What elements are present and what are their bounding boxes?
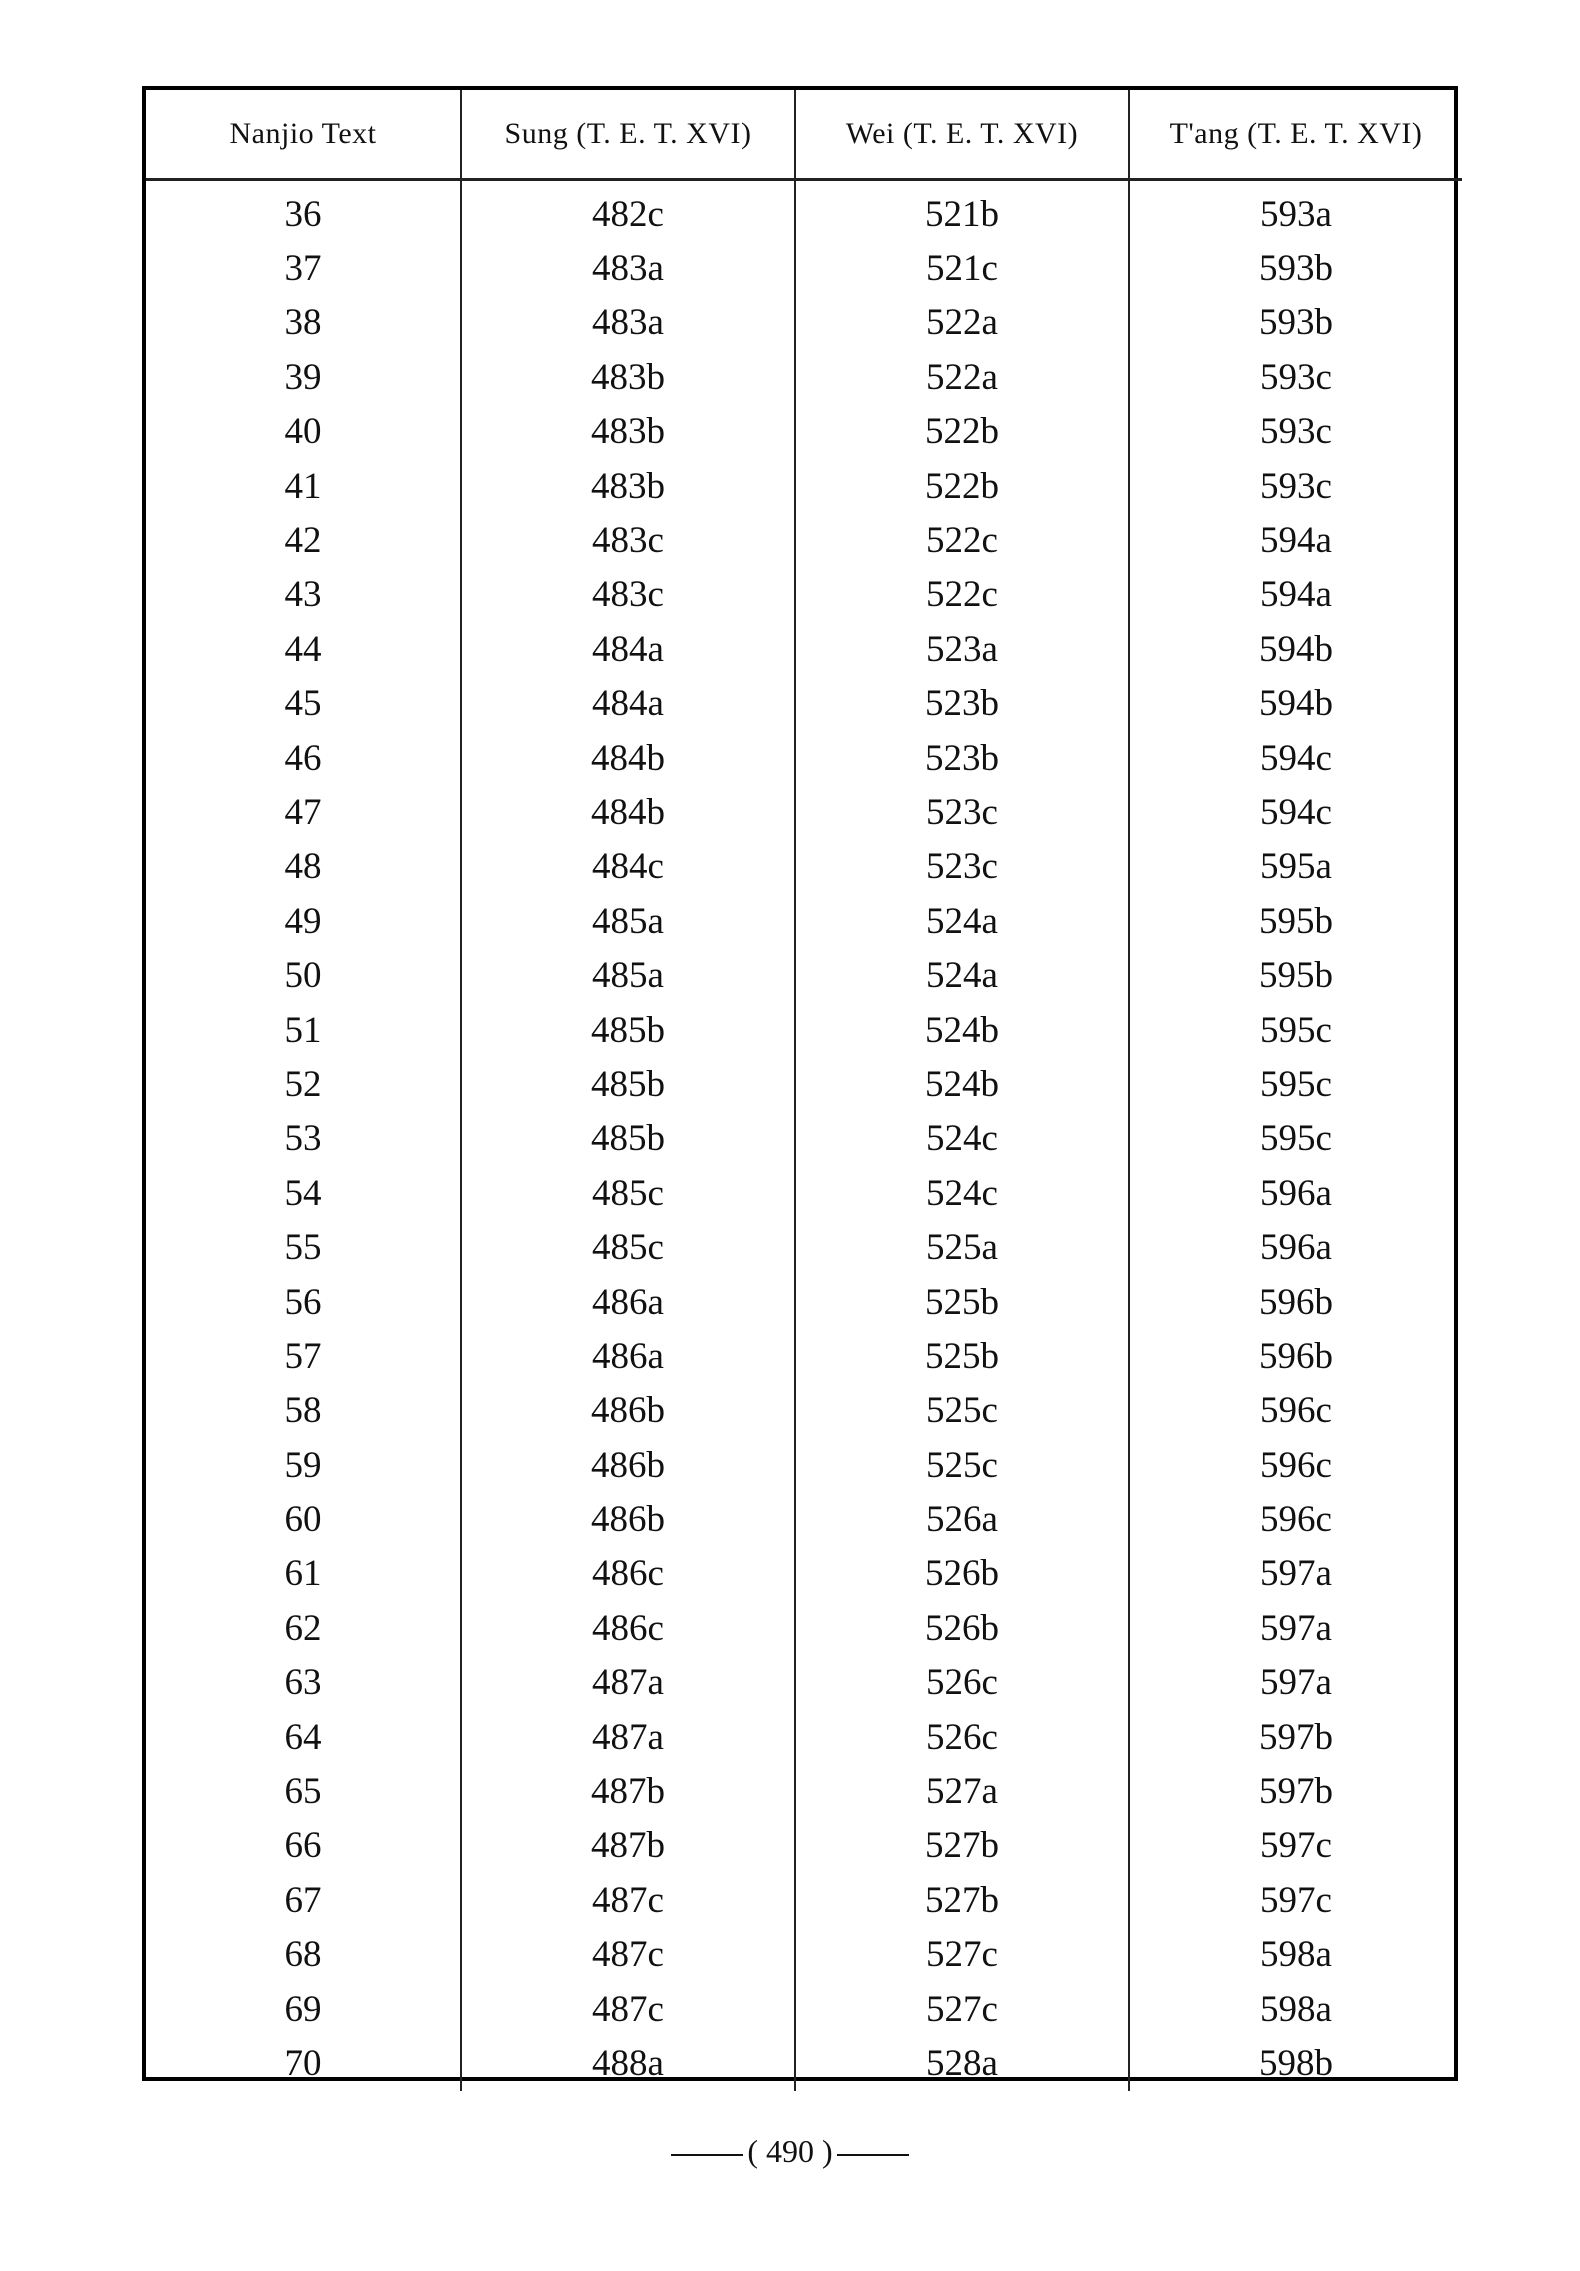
table-row <box>146 1492 1462 1546</box>
cell-wei: 523b <box>795 731 1129 785</box>
table-row <box>146 1438 1462 1492</box>
cell-tang: 594b <box>1129 677 1462 731</box>
cell-sung: 483b <box>461 405 795 459</box>
table-row <box>146 840 1462 894</box>
table-row <box>146 459 1462 513</box>
cell-wei: 526b <box>795 1601 1129 1655</box>
cell-sung: 485a <box>461 894 795 948</box>
cell-sung: 487c <box>461 1928 795 1982</box>
cell-nanjio: 53 <box>284 1118 322 1160</box>
cell-wei: 525c <box>795 1384 1129 1438</box>
cell-nanjio: 44 <box>284 628 322 670</box>
cell-wei: 527b <box>795 1819 1129 1873</box>
cell-nanjio: 39 <box>284 356 322 398</box>
cell-tang: 594b <box>1129 622 1462 676</box>
table-row <box>146 296 1462 350</box>
cell-sung: 487b <box>461 1764 795 1818</box>
table-row <box>146 1003 1462 1057</box>
cell-tang: 593c <box>1129 405 1462 459</box>
cell-wei: 524b <box>795 1057 1129 1111</box>
table-row <box>146 1819 1462 1873</box>
table-row <box>146 1764 1462 1818</box>
cell-wei: 526a <box>795 1492 1129 1546</box>
cell-nanjio: 65 <box>284 1771 322 1813</box>
cell-nanjio: 50 <box>284 955 322 997</box>
table-row <box>146 1928 1462 1982</box>
cell-sung: 486b <box>461 1438 795 1492</box>
table-row <box>146 1982 1462 2036</box>
cell-sung: 485b <box>461 1112 795 1166</box>
cell-wei: 527c <box>795 1982 1129 2036</box>
cell-wei: 521b <box>795 180 1129 242</box>
cell-tang: 594a <box>1129 568 1462 622</box>
cell-nanjio: 49 <box>284 900 322 942</box>
cell-tang: 596c <box>1129 1438 1462 1492</box>
column-header-nanjio: Nanjio Text <box>146 90 461 180</box>
cell-wei: 526c <box>795 1710 1129 1764</box>
cell-wei: 526b <box>795 1547 1129 1601</box>
cell-tang: 595c <box>1129 1003 1462 1057</box>
cell-sung: 487a <box>461 1656 795 1710</box>
cell-sung: 487c <box>461 1873 795 1927</box>
cell-tang: 595c <box>1129 1057 1462 1111</box>
table-row <box>146 1547 1462 1601</box>
cell-wei: 527a <box>795 1764 1129 1818</box>
cell-tang: 593a <box>1129 180 1462 242</box>
cell-nanjio: 47 <box>284 791 322 833</box>
cell-tang: 596b <box>1129 1329 1462 1383</box>
cell-wei: 523c <box>795 785 1129 839</box>
cell-sung: 484b <box>461 785 795 839</box>
cell-wei: 523b <box>795 677 1129 731</box>
page-number: ( 490 ) <box>747 2133 833 2169</box>
cell-tang: 593c <box>1129 459 1462 513</box>
table-row <box>146 785 1462 839</box>
cell-tang: 595c <box>1129 1112 1462 1166</box>
column-header-wei: Wei (T. E. T. XVI) <box>795 90 1129 180</box>
page-number-footer <box>0 2133 1580 2170</box>
cell-sung: 487a <box>461 1710 795 1764</box>
cell-tang: 594a <box>1129 513 1462 567</box>
cell-nanjio: 46 <box>284 737 322 779</box>
cell-wei: 524a <box>795 948 1129 1002</box>
cell-wei: 522b <box>795 459 1129 513</box>
table-row <box>146 241 1462 295</box>
cell-sung: 484b <box>461 731 795 785</box>
cell-nanjio: 48 <box>284 846 322 888</box>
footer-rule-right <box>837 2154 909 2156</box>
table-row <box>146 731 1462 785</box>
cell-tang: 596c <box>1129 1492 1462 1546</box>
table-row <box>146 1656 1462 1710</box>
cell-tang: 597a <box>1129 1601 1462 1655</box>
cell-wei: 525b <box>795 1275 1129 1329</box>
cell-tang: 596c <box>1129 1384 1462 1438</box>
concordance-table <box>146 90 1462 2091</box>
cell-wei: 527b <box>795 1873 1129 1927</box>
cell-sung: 488a <box>461 2036 795 2090</box>
table-row <box>146 1384 1462 1438</box>
table-row <box>146 180 1462 242</box>
cell-sung: 483c <box>461 568 795 622</box>
cell-tang: 596a <box>1129 1166 1462 1220</box>
cell-wei: 522a <box>795 296 1129 350</box>
table-row <box>146 948 1462 1002</box>
cell-nanjio: 59 <box>284 1444 322 1486</box>
concordance-table-frame <box>142 86 1458 2084</box>
cell-nanjio: 56 <box>284 1281 322 1323</box>
cell-wei: 525c <box>795 1438 1129 1492</box>
cell-nanjio: 45 <box>284 683 322 725</box>
cell-nanjio: 51 <box>284 1009 322 1051</box>
cell-wei: 522c <box>795 568 1129 622</box>
cell-tang: 597b <box>1129 1764 1462 1818</box>
cell-sung: 485c <box>461 1220 795 1274</box>
cell-wei: 525a <box>795 1220 1129 1274</box>
table-row <box>146 677 1462 731</box>
cell-sung: 485b <box>461 1057 795 1111</box>
cell-tang: 593b <box>1129 241 1462 295</box>
cell-nanjio: 38 <box>284 302 322 344</box>
cell-sung: 487c <box>461 1982 795 2036</box>
cell-nanjio: 66 <box>284 1825 322 1867</box>
cell-sung: 484a <box>461 622 795 676</box>
table-row <box>146 1710 1462 1764</box>
cell-nanjio: 61 <box>284 1553 322 1595</box>
cell-nanjio: 54 <box>284 1172 322 1214</box>
cell-wei: 528a <box>795 2036 1129 2090</box>
cell-nanjio: 40 <box>284 411 322 453</box>
cell-wei: 523c <box>795 840 1129 894</box>
cell-tang: 598a <box>1129 1928 1462 1982</box>
table-row <box>146 513 1462 567</box>
cell-wei: 522c <box>795 513 1129 567</box>
cell-tang: 594c <box>1129 731 1462 785</box>
cell-wei: 523a <box>795 622 1129 676</box>
cell-nanjio: 37 <box>284 248 322 290</box>
cell-tang: 598b <box>1129 2036 1462 2090</box>
cell-nanjio: 62 <box>284 1607 322 1649</box>
table-row <box>146 1275 1462 1329</box>
cell-tang: 593c <box>1129 350 1462 404</box>
cell-nanjio: 67 <box>284 1879 322 1921</box>
cell-sung: 486a <box>461 1329 795 1383</box>
cell-sung: 484c <box>461 840 795 894</box>
table-row <box>146 1057 1462 1111</box>
cell-tang: 596a <box>1129 1220 1462 1274</box>
table-row <box>146 350 1462 404</box>
cell-wei: 526c <box>795 1656 1129 1710</box>
cell-nanjio: 63 <box>284 1662 322 1704</box>
cell-nanjio: 60 <box>284 1499 322 1541</box>
table-body <box>146 180 1462 2091</box>
cell-nanjio: 70 <box>284 2042 322 2084</box>
cell-nanjio: 41 <box>284 465 322 507</box>
table-row <box>146 1329 1462 1383</box>
cell-tang: 594c <box>1129 785 1462 839</box>
cell-sung: 483b <box>461 459 795 513</box>
cell-tang: 597b <box>1129 1710 1462 1764</box>
cell-wei: 522a <box>795 350 1129 404</box>
cell-wei: 524c <box>795 1166 1129 1220</box>
cell-tang: 597a <box>1129 1547 1462 1601</box>
cell-wei: 524b <box>795 1003 1129 1057</box>
cell-tang: 597c <box>1129 1819 1462 1873</box>
cell-wei: 524c <box>795 1112 1129 1166</box>
cell-nanjio: 69 <box>284 1988 322 2030</box>
cell-sung: 482c <box>461 180 795 242</box>
cell-sung: 483b <box>461 350 795 404</box>
cell-nanjio: 52 <box>284 1063 322 1105</box>
cell-sung: 484a <box>461 677 795 731</box>
cell-wei: 524a <box>795 894 1129 948</box>
cell-tang: 593b <box>1129 296 1462 350</box>
cell-nanjio: 58 <box>284 1390 322 1432</box>
column-header-sung: Sung (T. E. T. XVI) <box>461 90 795 180</box>
table-row <box>146 405 1462 459</box>
table-row <box>146 568 1462 622</box>
cell-tang: 595b <box>1129 948 1462 1002</box>
cell-tang: 595a <box>1129 840 1462 894</box>
table-row <box>146 622 1462 676</box>
cell-nanjio: 57 <box>284 1335 322 1377</box>
cell-tang: 598a <box>1129 1982 1462 2036</box>
cell-sung: 483a <box>461 296 795 350</box>
cell-sung: 485b <box>461 1003 795 1057</box>
cell-tang: 596b <box>1129 1275 1462 1329</box>
cell-nanjio: 55 <box>284 1227 322 1269</box>
footer-rule-left <box>671 2154 743 2156</box>
table-row <box>146 1166 1462 1220</box>
cell-wei: 521c <box>795 241 1129 295</box>
table-row <box>146 2036 1462 2090</box>
cell-sung: 486c <box>461 1601 795 1655</box>
cell-sung: 487b <box>461 1819 795 1873</box>
cell-tang: 597c <box>1129 1873 1462 1927</box>
cell-tang: 597a <box>1129 1656 1462 1710</box>
cell-tang: 595b <box>1129 894 1462 948</box>
cell-sung: 485a <box>461 948 795 1002</box>
cell-wei: 527c <box>795 1928 1129 1982</box>
table-row <box>146 1873 1462 1927</box>
cell-sung: 486b <box>461 1384 795 1438</box>
cell-nanjio: 64 <box>284 1716 322 1758</box>
cell-sung: 486a <box>461 1275 795 1329</box>
table-row <box>146 1220 1462 1274</box>
table-row <box>146 894 1462 948</box>
cell-sung: 486b <box>461 1492 795 1546</box>
cell-sung: 483c <box>461 513 795 567</box>
table-row <box>146 1601 1462 1655</box>
cell-nanjio: 36 <box>284 193 322 235</box>
cell-sung: 485c <box>461 1166 795 1220</box>
cell-wei: 525b <box>795 1329 1129 1383</box>
cell-nanjio: 68 <box>284 1934 322 1976</box>
column-header-tang: T'ang (T. E. T. XVI) <box>1129 90 1462 180</box>
cell-sung: 486c <box>461 1547 795 1601</box>
cell-nanjio: 42 <box>284 520 322 562</box>
cell-wei: 522b <box>795 405 1129 459</box>
table-header-row <box>146 90 1462 180</box>
cell-nanjio: 43 <box>284 574 322 616</box>
cell-sung: 483a <box>461 241 795 295</box>
table-row <box>146 1112 1462 1166</box>
